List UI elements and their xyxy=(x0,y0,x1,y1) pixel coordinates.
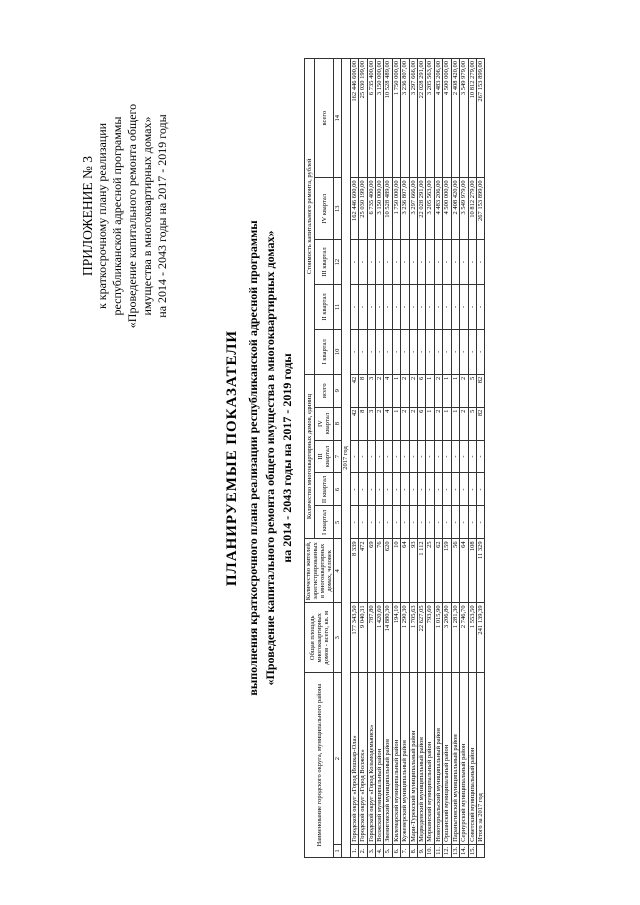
cost-q1: - xyxy=(443,329,451,374)
cost-q3: - xyxy=(460,240,468,285)
count-q1: - xyxy=(384,506,392,539)
count-total: 1 xyxy=(426,374,434,407)
count-q4: 5 xyxy=(468,407,476,440)
column-number: 11 xyxy=(334,285,342,330)
table-row xyxy=(359,59,367,858)
header-cost-q3: III квартал xyxy=(315,240,334,285)
municipality-name: Итого за 2017 год xyxy=(476,673,484,845)
cost-q3: - xyxy=(367,240,375,285)
count-q4: 2 xyxy=(434,407,442,440)
header-name: Наименование городского округа, муниципального района xyxy=(305,673,334,858)
row-number: 3. xyxy=(367,844,375,857)
count-q1: - xyxy=(451,506,459,539)
count-q2: - xyxy=(384,473,392,506)
row-number: 8. xyxy=(409,844,417,857)
table-row xyxy=(460,59,468,858)
count-q2: - xyxy=(451,473,459,506)
cost-q2: - xyxy=(376,285,384,330)
appendix-heading: ПРИЛОЖЕНИЕ № 3 xyxy=(80,155,95,277)
row-number: 9. xyxy=(418,844,426,857)
header-cost-q2: II квартал xyxy=(315,285,334,330)
cost-q2: - xyxy=(460,285,468,330)
header-count-q4: IV квартал xyxy=(315,407,334,440)
appendix-line: имущества в многоквартирных домах» xyxy=(140,116,154,316)
total-area: 1 553,50 xyxy=(468,603,476,673)
appendix-line: республиканской адресной программы xyxy=(110,116,124,316)
municipality-name: Оршанский муниципальный район xyxy=(443,673,451,845)
cost-q3: - xyxy=(443,240,451,285)
row-number: 2. xyxy=(359,844,367,857)
count-q3: - xyxy=(359,440,367,473)
residents-count: 620 xyxy=(384,539,392,603)
count-total: 2 xyxy=(434,374,442,407)
count-q2: - xyxy=(376,473,384,506)
count-q4: 82 xyxy=(476,407,484,440)
count-q1: - xyxy=(460,506,468,539)
cost-q3: - xyxy=(401,240,409,285)
cost-q1: - xyxy=(367,329,375,374)
total-area: 787,80 xyxy=(367,603,375,673)
count-q1: - xyxy=(468,506,476,539)
count-q2: - xyxy=(401,473,409,506)
count-q1: - xyxy=(426,506,434,539)
count-q4: 1 xyxy=(426,407,434,440)
row-number: 10. xyxy=(426,844,434,857)
count-total: 1 xyxy=(392,374,400,407)
count-q2: - xyxy=(392,473,400,506)
cost-q3: - xyxy=(468,240,476,285)
cost-q2: - xyxy=(350,285,358,330)
count-total: 1 xyxy=(443,374,451,407)
cost-q4: 10 812 279,00 xyxy=(468,178,476,240)
count-q4: 2 xyxy=(401,407,409,440)
cost-total: 3 150 000,00 xyxy=(376,59,384,178)
municipality-name: Медведевский муниципальный район xyxy=(418,673,426,845)
header-area: Общая площадь многоквартирных домов - всего, кв. м xyxy=(305,603,334,673)
column-number: 6 xyxy=(334,473,342,506)
total-area: 3 206,80 xyxy=(443,603,451,673)
municipality-name: Моркинский муниципальный район xyxy=(426,673,434,845)
count-q3: - xyxy=(367,440,375,473)
cost-q1: - xyxy=(426,329,434,374)
column-number: 9 xyxy=(334,374,342,407)
table-row xyxy=(476,59,484,858)
count-total: 42 xyxy=(350,374,358,407)
row-number: 14. xyxy=(460,844,468,857)
cost-q3: - xyxy=(451,240,459,285)
row-number: 6. xyxy=(392,844,400,857)
count-total: 6 xyxy=(418,374,426,407)
column-number: 14 xyxy=(334,59,342,178)
column-number: 7 xyxy=(334,440,342,473)
year-label: 2017 год xyxy=(342,59,350,858)
row-number: 15. xyxy=(468,844,476,857)
appendix-block xyxy=(80,66,170,366)
table-row xyxy=(434,59,442,858)
cost-q3: - xyxy=(359,240,367,285)
cost-q1: - xyxy=(350,329,358,374)
cost-q4: 3 236 807,00 xyxy=(401,178,409,240)
column-number: 3 xyxy=(334,603,342,673)
municipality-name: Куженерский муниципальный район xyxy=(401,673,409,845)
cost-q4: 162 446 600,00 xyxy=(350,178,358,240)
total-area: 1 420,60 xyxy=(376,603,384,673)
count-q4: 1 xyxy=(392,407,400,440)
count-q1: - xyxy=(367,506,375,539)
cost-q1: - xyxy=(359,329,367,374)
count-q1: - xyxy=(418,506,426,539)
count-q3: - xyxy=(443,440,451,473)
table-row xyxy=(401,59,409,858)
count-q2: - xyxy=(418,473,426,506)
header-cost-group: Стоимость капитального ремонта, рублей xyxy=(305,59,315,375)
cost-q4: 2 408 420,00 xyxy=(451,178,459,240)
table-row xyxy=(451,59,459,858)
count-q4: 2 xyxy=(376,407,384,440)
cost-q4: 25 030 199,00 xyxy=(359,178,367,240)
municipality-name: Волжский муниципальный район xyxy=(376,673,384,845)
cost-q2: - xyxy=(476,285,484,330)
table-row xyxy=(443,59,451,858)
cost-q2: - xyxy=(426,285,434,330)
cost-q4: 3 297 666,00 xyxy=(409,178,417,240)
count-total: 82 xyxy=(476,374,484,407)
municipality-name: Новоторъяльский муниципальный район xyxy=(434,673,442,845)
count-q4: 2 xyxy=(460,407,468,440)
count-q3: - xyxy=(434,440,442,473)
residents-count: 159 xyxy=(443,539,451,603)
rotated-page xyxy=(72,58,562,858)
header-cost-q1: I квартал xyxy=(315,329,334,374)
total-area: 2 746,70 xyxy=(460,603,468,673)
cost-q1: - xyxy=(476,329,484,374)
total-area: 1 705,63 xyxy=(409,603,417,673)
cost-q2: - xyxy=(401,285,409,330)
cost-total: 3 205 563,00 xyxy=(426,59,434,178)
count-q2: - xyxy=(443,473,451,506)
residents-count: 76 xyxy=(376,539,384,603)
appendix-line: к краткосрочному плану реализации xyxy=(95,122,109,310)
indicators-table xyxy=(304,58,485,858)
municipality-name: Звениговский муниципальный район xyxy=(384,673,392,845)
appendix-line: «Проведение капитального ремонта общего xyxy=(125,103,139,329)
cost-q1: - xyxy=(468,329,476,374)
count-q3: - xyxy=(376,440,384,473)
cost-q2: - xyxy=(392,285,400,330)
cost-total: 267 153 899,00 xyxy=(476,59,484,178)
count-q1: - xyxy=(434,506,442,539)
cost-total: 25 030 199,00 xyxy=(359,59,367,178)
cost-total: 3 236 807,00 xyxy=(401,59,409,178)
municipality-name: Килемарский муниципальный район xyxy=(392,673,400,845)
count-q3: - xyxy=(384,440,392,473)
total-area: 241 139,39 xyxy=(476,603,484,673)
count-q1: - xyxy=(376,506,384,539)
row-number: 12. xyxy=(443,844,451,857)
count-q2: - xyxy=(409,473,417,506)
count-q3: - xyxy=(409,440,417,473)
cost-q1: - xyxy=(434,329,442,374)
residents-count: 64 xyxy=(460,539,468,603)
cost-q2: - xyxy=(418,285,426,330)
cost-q1: - xyxy=(409,329,417,374)
header-cost-q4: IV квартал xyxy=(315,178,334,240)
cost-total: 3 549 979,00 xyxy=(460,59,468,178)
count-total: 8 xyxy=(359,374,367,407)
residents-count: 93 xyxy=(409,539,417,603)
cost-q3: - xyxy=(418,240,426,285)
cost-q2: - xyxy=(443,285,451,330)
count-total: 2 xyxy=(376,374,384,407)
column-number: 10 xyxy=(334,329,342,374)
cost-q2: - xyxy=(468,285,476,330)
cost-total: 4 483 206,00 xyxy=(434,59,442,178)
residents-count: 1 112 xyxy=(418,539,426,603)
table-row xyxy=(418,59,426,858)
cost-q3: - xyxy=(384,240,392,285)
cost-q2: - xyxy=(367,285,375,330)
column-number: 4 xyxy=(334,539,342,603)
cost-q4: 22 028 291,00 xyxy=(418,178,426,240)
cost-q4: 267 153 899,00 xyxy=(476,178,484,240)
count-q3: - xyxy=(350,440,358,473)
header-count-q3: III квартал xyxy=(315,440,334,473)
residents-count: 108 xyxy=(468,539,476,603)
count-q1: - xyxy=(392,506,400,539)
cost-q2: - xyxy=(434,285,442,330)
count-total: 2 xyxy=(460,374,468,407)
cost-total: 4 500 000,00 xyxy=(443,59,451,178)
count-q3: - xyxy=(418,440,426,473)
cost-q1: - xyxy=(460,329,468,374)
residents-count: 25 xyxy=(426,539,434,603)
count-q2: - xyxy=(367,473,375,506)
count-q2: - xyxy=(476,473,484,506)
row-number: 1. xyxy=(350,844,358,857)
count-total: 5 xyxy=(468,374,476,407)
count-q1: - xyxy=(409,506,417,539)
row-number: 4. xyxy=(376,844,384,857)
total-area: 1 281,30 xyxy=(451,603,459,673)
count-total: 1 xyxy=(451,374,459,407)
municipality-name: Городской округ «Город Волжск» xyxy=(359,673,367,845)
count-q4: 8 xyxy=(359,407,367,440)
row-number xyxy=(476,844,484,857)
column-number: 5 xyxy=(334,506,342,539)
total-area: 177 343,50 xyxy=(350,603,358,673)
cost-q4: 3 549 979,00 xyxy=(460,178,468,240)
column-number: 8 xyxy=(334,407,342,440)
document-title: ПЛАНИРУЕМЫЕ ПОКАЗАТЕЛИ xyxy=(224,329,240,587)
table-row xyxy=(376,59,384,858)
residents-count: 56 xyxy=(451,539,459,603)
header-cost-total: всего xyxy=(315,59,334,178)
cost-q3: - xyxy=(476,240,484,285)
column-number: 13 xyxy=(334,178,342,240)
count-total: 2 xyxy=(409,374,417,407)
cost-q1: - xyxy=(392,329,400,374)
cost-q1: - xyxy=(401,329,409,374)
cost-q1: - xyxy=(376,329,384,374)
count-q3: - xyxy=(468,440,476,473)
count-q2: - xyxy=(350,473,358,506)
row-number: 13. xyxy=(451,844,459,857)
table-row xyxy=(426,59,434,858)
cost-q4: 4 483 206,00 xyxy=(434,178,442,240)
appendix-line: на 2014 - 2043 годы на 2017 - 2019 годы xyxy=(155,114,169,318)
cost-q4: 4 500 000,00 xyxy=(443,178,451,240)
count-q4: 3 xyxy=(367,407,375,440)
residents-count: 10 xyxy=(392,539,400,603)
count-q3: - xyxy=(460,440,468,473)
count-q3: - xyxy=(426,440,434,473)
count-q2: - xyxy=(359,473,367,506)
table-row xyxy=(367,59,375,858)
count-q3: - xyxy=(401,440,409,473)
column-number-row xyxy=(334,59,342,858)
header-residents: Количество жителей, зарегистрированных в многоквартирных домах, человек xyxy=(305,539,334,603)
cost-q3: - xyxy=(434,240,442,285)
residents-count: 11 329 xyxy=(476,539,484,603)
municipality-name: Параньгинский муниципальный район xyxy=(451,673,459,845)
total-area: 22 627,05 xyxy=(418,603,426,673)
document-subtitle-line: на 2014 - 2043 годы на 2017 - 2019 годы xyxy=(280,353,294,563)
header-count-group: Количество многоквартирных домов, единиц xyxy=(305,374,315,539)
cost-q2: - xyxy=(384,285,392,330)
count-q4: 4 xyxy=(384,407,392,440)
count-q4: 1 xyxy=(443,407,451,440)
column-number: 12 xyxy=(334,240,342,285)
count-q2: - xyxy=(426,473,434,506)
cost-q3: - xyxy=(392,240,400,285)
cost-q1: - xyxy=(418,329,426,374)
municipality-name: Мари-Турекский муниципальный район xyxy=(409,673,417,845)
cost-total: 162 446 600,00 xyxy=(350,59,358,178)
cost-total: 1 750 000,00 xyxy=(392,59,400,178)
total-area: 1 015,90 xyxy=(434,603,442,673)
total-area: 194,10 xyxy=(392,603,400,673)
residents-count: 64 xyxy=(401,539,409,603)
cost-total: 2 408 420,00 xyxy=(451,59,459,178)
table-row xyxy=(350,59,358,858)
total-area: 793,60 xyxy=(426,603,434,673)
table-row xyxy=(384,59,392,858)
column-number: 2 xyxy=(334,673,342,845)
year-row xyxy=(342,59,350,858)
cost-q2: - xyxy=(409,285,417,330)
cost-q2: - xyxy=(451,285,459,330)
header-count-q2: II квартал xyxy=(315,473,334,506)
table-row xyxy=(392,59,400,858)
cost-total: 3 297 666,00 xyxy=(409,59,417,178)
column-number: 1 xyxy=(334,844,342,857)
total-area: 1 290,30 xyxy=(401,603,409,673)
cost-q4: 3 205 563,00 xyxy=(426,178,434,240)
count-q4: 6 xyxy=(418,407,426,440)
cost-total: 10 812 279,00 xyxy=(468,59,476,178)
cost-total: 22 028 291,00 xyxy=(418,59,426,178)
count-q4: 2 xyxy=(409,407,417,440)
residents-count: 69 xyxy=(367,539,375,603)
total-area: 14 880,30 xyxy=(384,603,392,673)
cost-q1: - xyxy=(384,329,392,374)
row-number: 5. xyxy=(384,844,392,857)
header-count-total: всего xyxy=(315,374,334,407)
table-row xyxy=(409,59,417,858)
count-q1: - xyxy=(476,506,484,539)
cost-total: 10 528 489,00 xyxy=(384,59,392,178)
cost-q2: - xyxy=(359,285,367,330)
cost-q1: - xyxy=(451,329,459,374)
count-q1: - xyxy=(350,506,358,539)
count-total: 2 xyxy=(401,374,409,407)
cost-q3: - xyxy=(376,240,384,285)
count-q4: 1 xyxy=(451,407,459,440)
municipality-name: Советский муниципальный район xyxy=(468,673,476,845)
count-total: 3 xyxy=(367,374,375,407)
row-number: 7. xyxy=(401,844,409,857)
count-q1: - xyxy=(401,506,409,539)
cost-q3: - xyxy=(426,240,434,285)
count-total: 4 xyxy=(384,374,392,407)
count-q4: 42 xyxy=(350,407,358,440)
row-number: 11. xyxy=(434,844,442,857)
count-q3: - xyxy=(392,440,400,473)
cost-q4: 1 750 000,00 xyxy=(392,178,400,240)
cost-total: 6 735 400,00 xyxy=(367,59,375,178)
residents-count: 62 xyxy=(434,539,442,603)
cost-q4: 3 150 000,00 xyxy=(376,178,384,240)
municipality-name: Сернурский муниципальный район xyxy=(460,673,468,845)
count-q1: - xyxy=(359,506,367,539)
municipality-name: Городской округ «Город Козьмодемьянск» xyxy=(367,673,375,845)
cost-q4: 10 528 489,00 xyxy=(384,178,392,240)
total-area: 9 040,31 xyxy=(359,603,367,673)
cost-q3: - xyxy=(409,240,417,285)
count-q2: - xyxy=(468,473,476,506)
residents-count: 472 xyxy=(359,539,367,603)
count-q1: - xyxy=(443,506,451,539)
cost-q4: 6 735 400,00 xyxy=(367,178,375,240)
document-subtitle-line: выполнения краткосрочного плана реализации республиканской адресной программы xyxy=(246,220,260,696)
header-count-q1: I квартал xyxy=(315,506,334,539)
table-row xyxy=(468,59,476,858)
count-q3: - xyxy=(451,440,459,473)
count-q2: - xyxy=(434,473,442,506)
count-q2: - xyxy=(460,473,468,506)
cost-q3: - xyxy=(350,240,358,285)
count-q3: - xyxy=(476,440,484,473)
document-subtitle-line: «Проведение капитального ремонта общего имущества в многоквартирных домах» xyxy=(263,230,277,686)
residents-count: 8 339 xyxy=(350,539,358,603)
municipality-name: Городской округ «Город Йошкар-Ола» xyxy=(350,673,358,845)
